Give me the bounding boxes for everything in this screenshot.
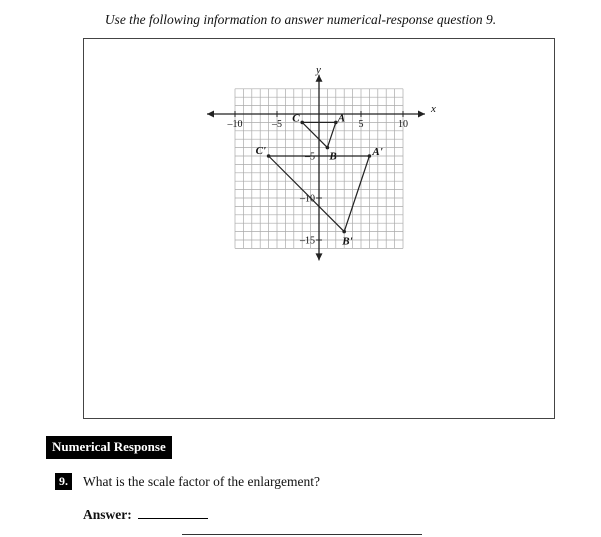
vertex-point — [300, 121, 304, 125]
answer-label: Answer: — [83, 507, 132, 522]
answer-row — [83, 506, 208, 523]
y-tick-label: –15 — [300, 235, 315, 247]
answer-blank[interactable] — [138, 506, 208, 519]
question-number: 9. — [55, 473, 72, 490]
y-tick-label: –5 — [305, 151, 315, 163]
x-axis-arrow-right-icon — [418, 111, 425, 118]
x-axis-arrow-left-icon — [207, 111, 214, 118]
vertex-label-c-prime: C' — [255, 145, 267, 157]
coordinate-graph — [84, 39, 554, 418]
x-tick-label: –5 — [272, 119, 282, 130]
vertex-label-a-prime: A' — [372, 146, 383, 158]
vertex-point — [368, 154, 372, 158]
y-axis-label: y — [316, 63, 321, 76]
question-text: What is the scale factor of the enlargement? — [83, 474, 321, 489]
vertex-point — [267, 154, 271, 158]
intro-text: Use the following information to answer numerical-response question 9. — [104, 12, 497, 27]
x-tick-label: 5 — [358, 119, 364, 130]
vertex-label-b-prime: B' — [342, 235, 353, 248]
vertex-label-a: A — [337, 112, 346, 125]
vertex-point — [326, 146, 330, 150]
vertex-point — [342, 230, 346, 234]
y-axis-arrow-up-icon — [316, 75, 323, 82]
vertex-label-b: B — [329, 150, 337, 163]
vertex-label-c: C — [292, 112, 300, 125]
y-tick-label: –10 — [300, 193, 315, 205]
figure-frame — [83, 38, 555, 419]
x-tick-label: –10 — [227, 119, 243, 130]
x-axis-label: x — [431, 103, 436, 115]
answer-underline — [182, 534, 422, 535]
y-axis-arrow-down-icon — [316, 253, 323, 260]
numerical-response-header: Numerical Response — [46, 436, 172, 459]
x-tick-label: 10 — [398, 119, 408, 130]
